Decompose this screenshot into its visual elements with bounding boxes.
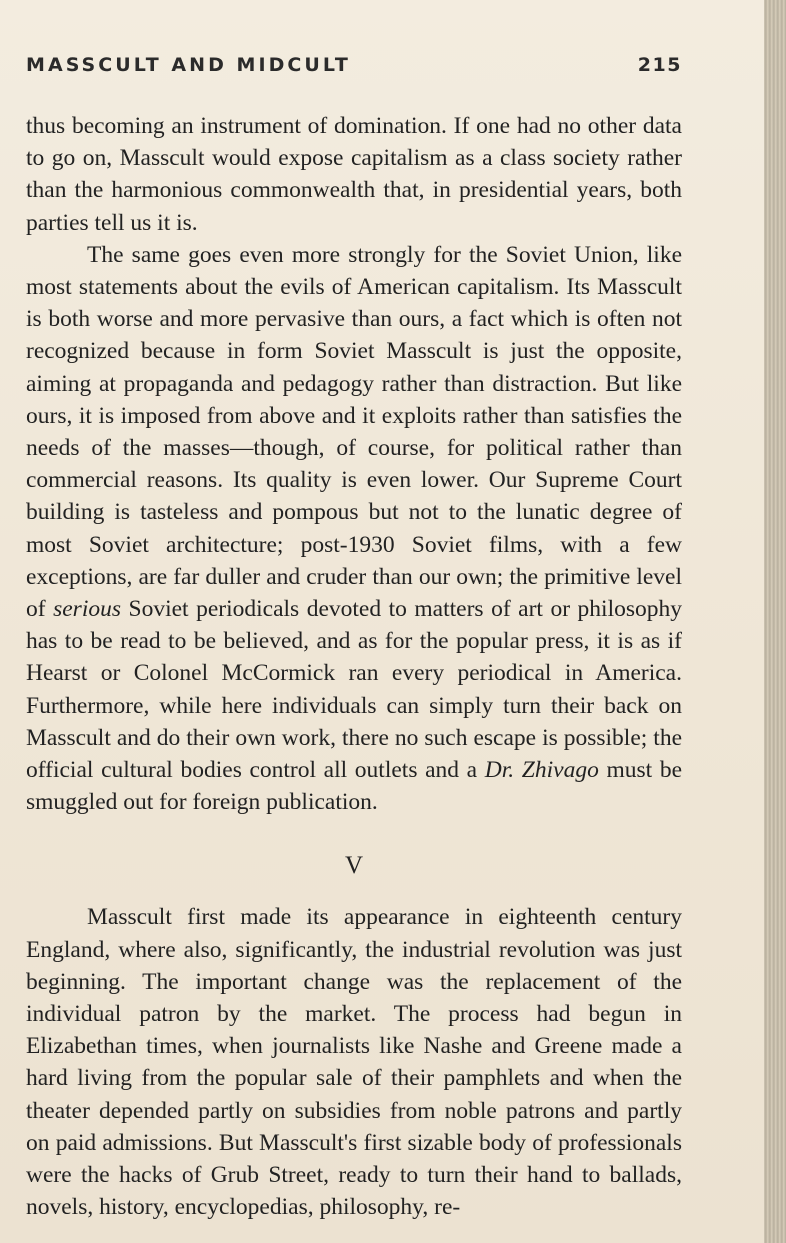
italic-dr-zhivago: Dr. Zhivago (484, 757, 599, 784)
section-heading: V (344, 852, 364, 880)
page-edge (764, 0, 786, 1243)
page-header (26, 54, 682, 88)
page-number: 215 (637, 54, 682, 76)
paragraph-2 (26, 239, 682, 819)
body-text (26, 110, 682, 1224)
running-head: MASSCULT AND MIDCULT (26, 54, 351, 76)
paragraph-2-text-b: Soviet periodicals devoted to matters of art or philosophy has to be read to be believed, and as for the popular press, it is as if Hearst or Colonel McCormick ran every periodical in America. Furthermore, while here individuals can simply turn their back on Masscult and do their own work, there no such escape is possible; the official cultural bodies control all outlets and a (26, 596, 682, 784)
paragraph-1: thus becoming an instrument of domination. If one had no other data to go on, Masscult would expose capitalism as a class society rather than the harmonious commonwealth that, in presidential years, both parties tell us it is. (26, 113, 682, 236)
italic-serious: serious (53, 596, 121, 623)
paragraph-2-text-a: The same goes even more strongly for the Soviet Union, like most statements about the evils of American capitalism. Its Masscult is both worse and more pervasive than ours, a fact which is often not recognized because in form Soviet Masscult is just the opposite, aiming at propaganda and pedagogy rather than distraction. But like ours, it is imposed from above and it exploits rather than satisfies the needs of the masses—though, of course, for political rather than commercial reasons. Its quality is even lower. Our Supreme Court building is tasteless and pompous but not to the lunatic degree of most Soviet architecture; post-1930 Soviet films, with a few exceptions, are far duller and cruder than our own; the primitive level of (26, 241, 682, 623)
paragraph-3: Masscult first made its appearance in eighteenth century England, where also, significantly, the industrial revolution was just beginning. The important change was the replacement of the individual patron by the market. The process had begun in Elizabethan times, when journalists like Nashe and Greene made a hard living from the popular sale of their pamphlets and when the theater depended partly on subsidies from noble patrons and partly on paid admissions. But Masscult's first sizable body of professionals were the hacks of Grub Street, ready to turn their hand to ballads, novels, history, encyclopedias, philosophy, re- (26, 904, 682, 1221)
paragraph-2-text-c: must be smuggled out for foreign publication. (26, 757, 682, 816)
